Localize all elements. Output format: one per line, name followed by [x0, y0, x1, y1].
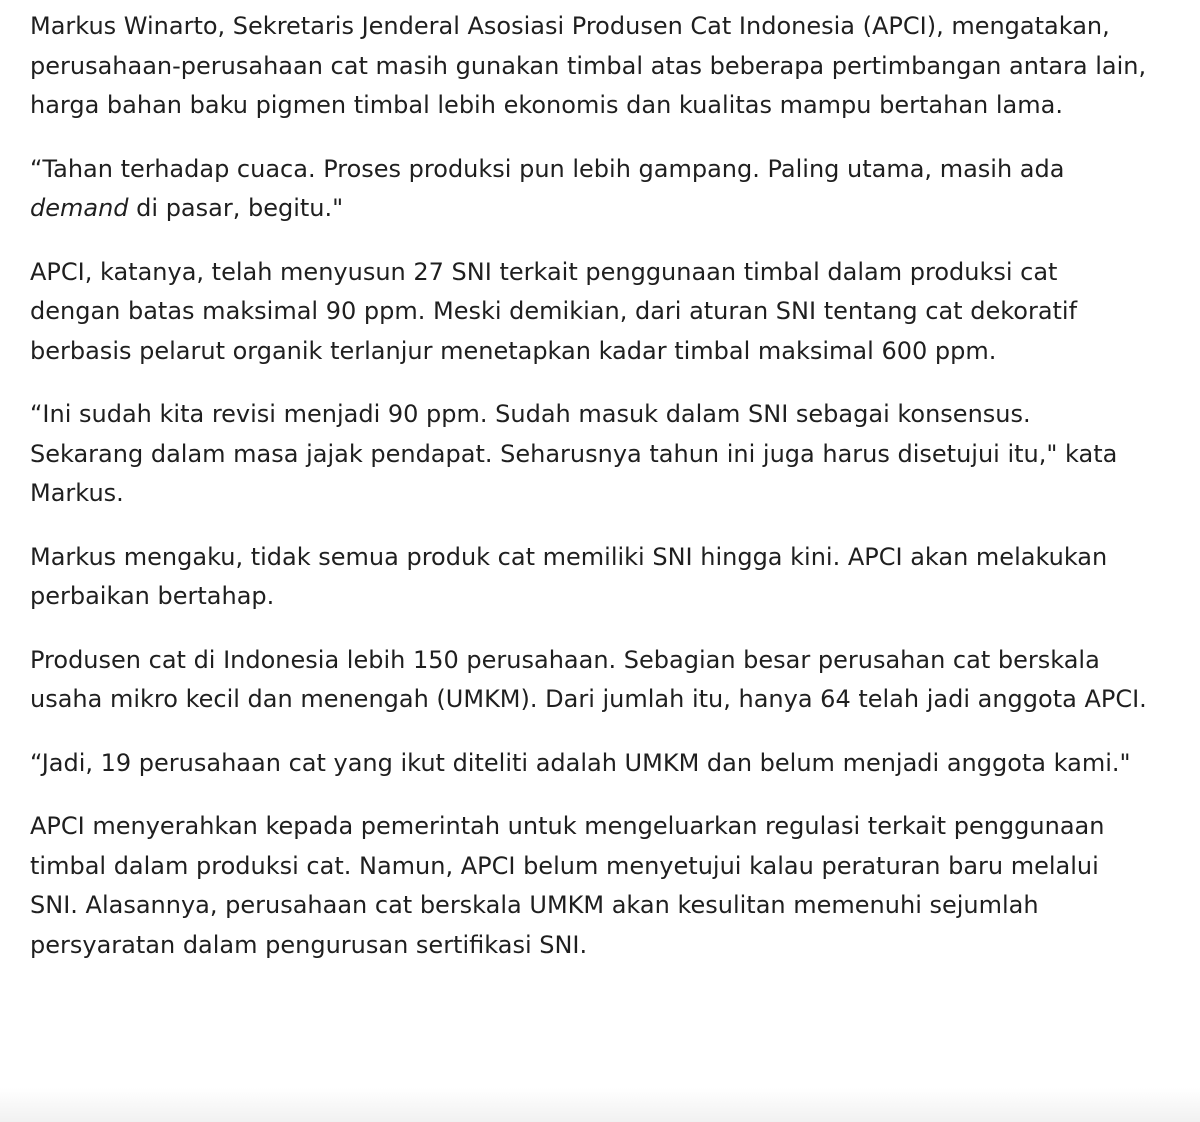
- paragraph-markus-statement: Markus Winarto, Sekretaris Jenderal Asosiasi Produsen Cat Indonesia (APCI), mengatakan, perusahaan-perusahaan cat masih gunakan timbal atas beberapa pertimbangan antara lain, harga bahan baku pigmen timbal lebih ekonomis dan kualitas mampu bertahan lama.: [30, 12, 1147, 119]
- paragraph-umkm-quote: “Jadi, 19 perusahaan cat yang ikut diteliti adalah UMKM dan belum menjadi anggota kami.": [30, 748, 1131, 777]
- paragraph-revision-quote: “Ini sudah kita revisi menjadi 90 ppm. Sudah masuk dalam SNI sebagai konsensus. Sekarang dalam masa jajak pendapat. Seharusnya tahun ini juga harus disetujui itu," kata Markus.: [30, 400, 1118, 507]
- paragraph-regulation: APCI menyerahkan kepada pemerintah untuk mengeluarkan regulasi terkait penggunaan timbal dalam produksi cat. Namun, APCI belum menyetujui kalau peraturan baru melalui SNI. Alasannya, perusahaan cat berskala UMKM akan kesulitan memenuhi sejumlah persyaratan dalam pengurusan sertifikasi SNI.: [30, 812, 1105, 959]
- paragraph-not-all-products: Markus mengaku, tidak semua produk cat memiliki SNI hingga kini. APCI akan melakukan perbaikan bertahap.: [30, 542, 1108, 610]
- paragraph-producer-count: Produsen cat di Indonesia lebih 150 perusahaan. Sebagian besar perusahan cat berskala usaha mikro kecil dan menengah (UMKM). Dari jumlah itu, hanya 64 telah jadi anggota APCI.: [30, 645, 1147, 713]
- quote-lead-text: “Tahan terhadap cuaca. Proses produksi pun lebih gampang. Paling utama, masih ada: [30, 154, 1065, 183]
- quote-tail-text: di pasar, begitu.": [128, 194, 344, 222]
- paragraph-sni-standards: APCI, katanya, telah menyusun 27 SNI terkait penggunaan timbal dalam produksi cat dengan batas maksimal 90 ppm. Meski demikian, dari aturan SNI tentang cat dekoratif berbasis pelarut organik terlanjur menetapkan kadar timbal maksimal 600 ppm.: [30, 257, 1078, 365]
- paragraph-weather-quote: [30, 150, 1150, 229]
- emphasized-word: demand: [30, 194, 129, 222]
- bottom-fade-divider: [0, 1088, 1200, 1122]
- article-body: [30, 7, 1150, 989]
